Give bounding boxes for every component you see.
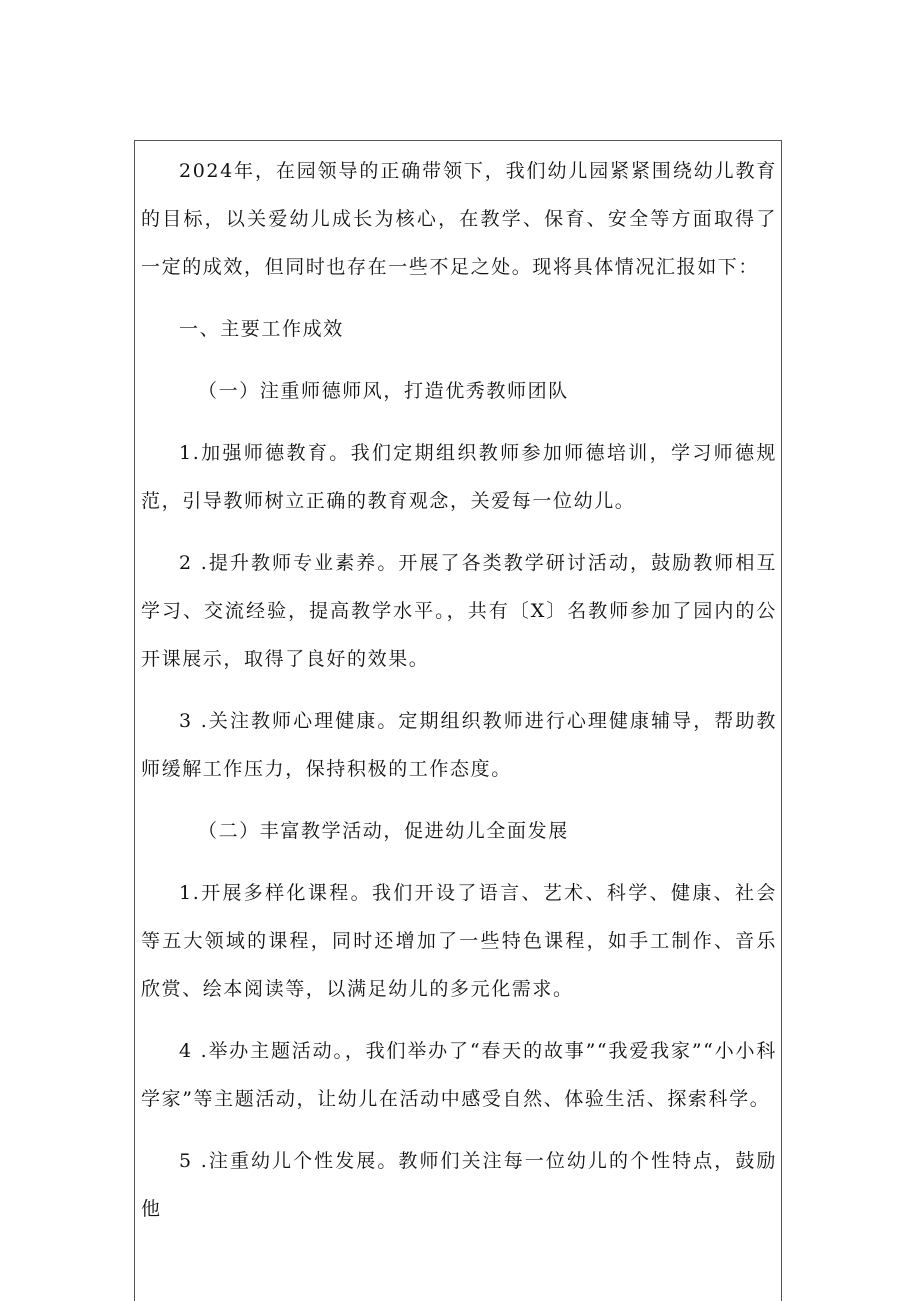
subsection-heading: （一）注重师德师风，打造优秀教师团队 (198, 380, 569, 402)
list-item: 4 .举办主题活动。，我们举办了“春天的故事”“我爱我家”“小小科学家”等主题活动，让幼儿在活动中感受自然、体验生活、探索科学。 (141, 1040, 777, 1110)
list-item: 3 .关注教师心理健康。定期组织教师进行心理健康辅导，帮助教师缓解工作压力，保持积极的工作态度。 (141, 710, 777, 780)
document-body (141, 147, 777, 1247)
list-item: 1.加强师德教育。我们定期组织教师参加师德培训，学习师德规范，引导教师树立正确的教育观念，关爱每一位幼儿。 (141, 442, 777, 512)
section-heading: 一、主要工作成效 (179, 318, 344, 340)
list-item: 1.开展多样化课程。我们开设了语言、艺术、科学、健康、社会等五大领域的课程，同时还增加了一些特色课程，如手工制作、音乐欣赏、绘本阅读等，以满足幼儿的多元化需求。 (141, 882, 777, 1000)
list-item: 5 .注重幼儿个性发展。教师们关注每一位幼儿的个性特点，鼓励他 (141, 1150, 777, 1220)
subsection-heading: （二）丰富教学活动，促进幼儿全面发展 (198, 820, 569, 842)
list-item: 2 .提升教师专业素养。开展了各类教学研讨活动，鼓励教师相互学习、交流经验，提高教学水平。，共有〔X〕名教师参加了园内的公开课展示，取得了良好的效果。 (141, 552, 777, 670)
document-frame (134, 140, 782, 1301)
intro-paragraph: 2024年，在园领导的正确带领下，我们幼儿园紧紧围绕幼儿教育的目标，以关爱幼儿成长为核心，在教学、保育、安全等方面取得了一定的成效，但同时也存在一些不足之处。现将具体情况汇报如下： (141, 160, 777, 278)
